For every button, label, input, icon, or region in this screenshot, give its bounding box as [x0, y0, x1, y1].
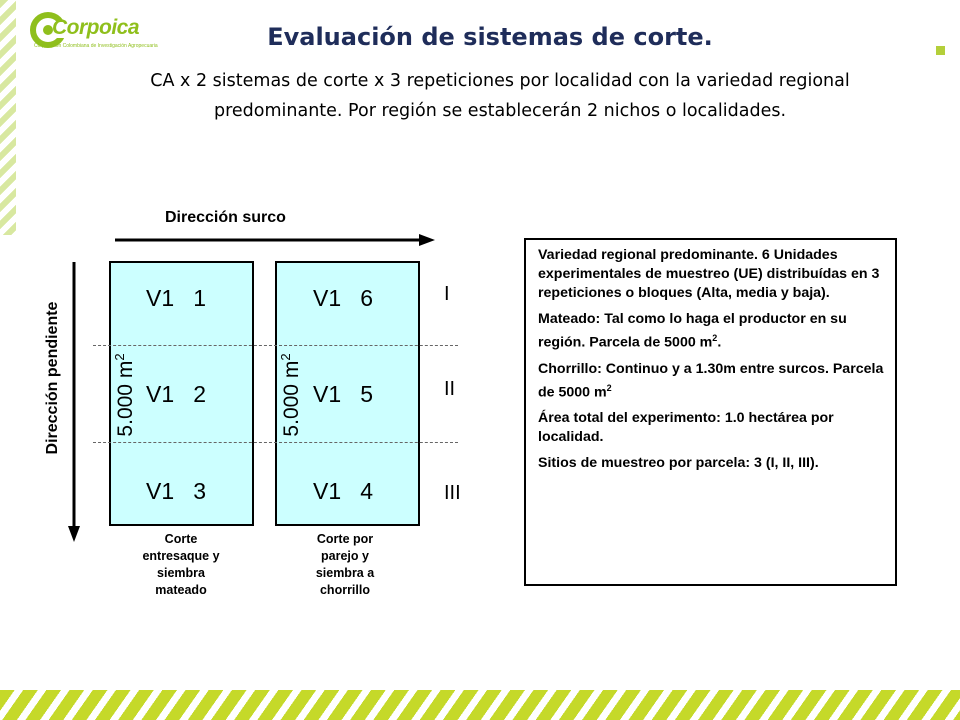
arrow-right-icon — [115, 230, 435, 250]
info-mateado-sup: 2 — [712, 333, 718, 343]
info-paragraph-variety: Variedad regional predominante. 6 Unidades experimentales de muestreo (UE) distribuídas en 3 repeticiones o bloques (Alta, media y baja). — [538, 247, 880, 301]
plot-b-area-sup: 2 — [278, 353, 293, 361]
square-decoration — [936, 46, 945, 55]
repetition-2: II — [444, 378, 456, 400]
slide-subtitle — [100, 66, 900, 126]
plot-b-caption-line: chorrillo — [319, 583, 370, 597]
logo-wordmark: Corpoica — [52, 16, 140, 39]
plot-a-area-text: 5.000 m — [114, 360, 137, 437]
plot-a-caption-line: mateado — [155, 583, 207, 597]
plot-b-area-text: 5.000 m — [280, 360, 303, 437]
slide-title: Evaluación de sistemas de corte. — [267, 23, 713, 51]
info-chorrillo-text: Chorrillo: Continuo y a 1.30m entre surcos. Parcela de 5000 m — [538, 360, 884, 401]
plot-b-cell-2: V1 5 — [313, 381, 374, 407]
plot-a-caption-line: entresaque y — [142, 549, 220, 563]
plot-a-area-sup: 2 — [112, 353, 127, 361]
plot-b-caption-line: parejo y — [321, 549, 369, 563]
plot-a-caption-line: Corte — [164, 532, 198, 546]
plot-a-area — [110, 325, 140, 465]
logo-tagline: Corporación Colombiana de Investigación Agropecuaria — [34, 43, 158, 49]
plot-b-caption-line: Corte por — [316, 532, 374, 546]
info-mateado-end: . — [717, 334, 722, 351]
subtitle-line-2: predominante. Por región se establecerán 2 nichos o localidades. — [213, 101, 787, 121]
plot-a-cell-3: V1 3 — [146, 478, 207, 504]
plot-b-cell-1: V1 6 — [313, 285, 374, 311]
info-paragraph-area: Área total del experimento: 1.0 hectárea por localidad. — [538, 410, 834, 446]
plot-a-caption-line: siembra — [157, 566, 205, 580]
plot-b-cell-3: V1 4 — [313, 478, 374, 504]
left-decorative-stripe — [0, 0, 16, 235]
info-mateado-text: Mateado: Tal como lo haga el productor en su región. Parcela de 5000 m — [538, 311, 847, 351]
bottom-decorative-stripe — [0, 690, 960, 720]
subtitle-line-1: CA x 2 sistemas de corte x 3 repeticiones por localidad con la variedad regional — [150, 71, 850, 91]
plot-b-area — [276, 325, 306, 465]
info-chorrillo-sup: 2 — [606, 382, 612, 393]
info-paragraph-chorrillo — [538, 360, 885, 403]
repetition-3: III — [444, 482, 461, 504]
plot-a-cell-2: V1 2 — [146, 381, 207, 407]
direction-furrow-label: Dirección surco — [165, 209, 286, 226]
direction-slope-label: Dirección pendiente — [44, 301, 61, 455]
plot-b-caption — [270, 531, 420, 599]
plot-b-caption-line: siembra a — [315, 566, 375, 580]
arrow-down-icon — [64, 262, 84, 542]
info-box — [524, 238, 897, 586]
plot-a-cell-1: V1 1 — [146, 285, 207, 311]
info-paragraph-sites: Sitios de muestreo por parcela: 3 (I, II, III). — [538, 455, 819, 472]
plot-a-caption — [106, 531, 256, 599]
info-paragraph-mateado — [538, 310, 885, 353]
repetition-1: I — [444, 283, 450, 305]
